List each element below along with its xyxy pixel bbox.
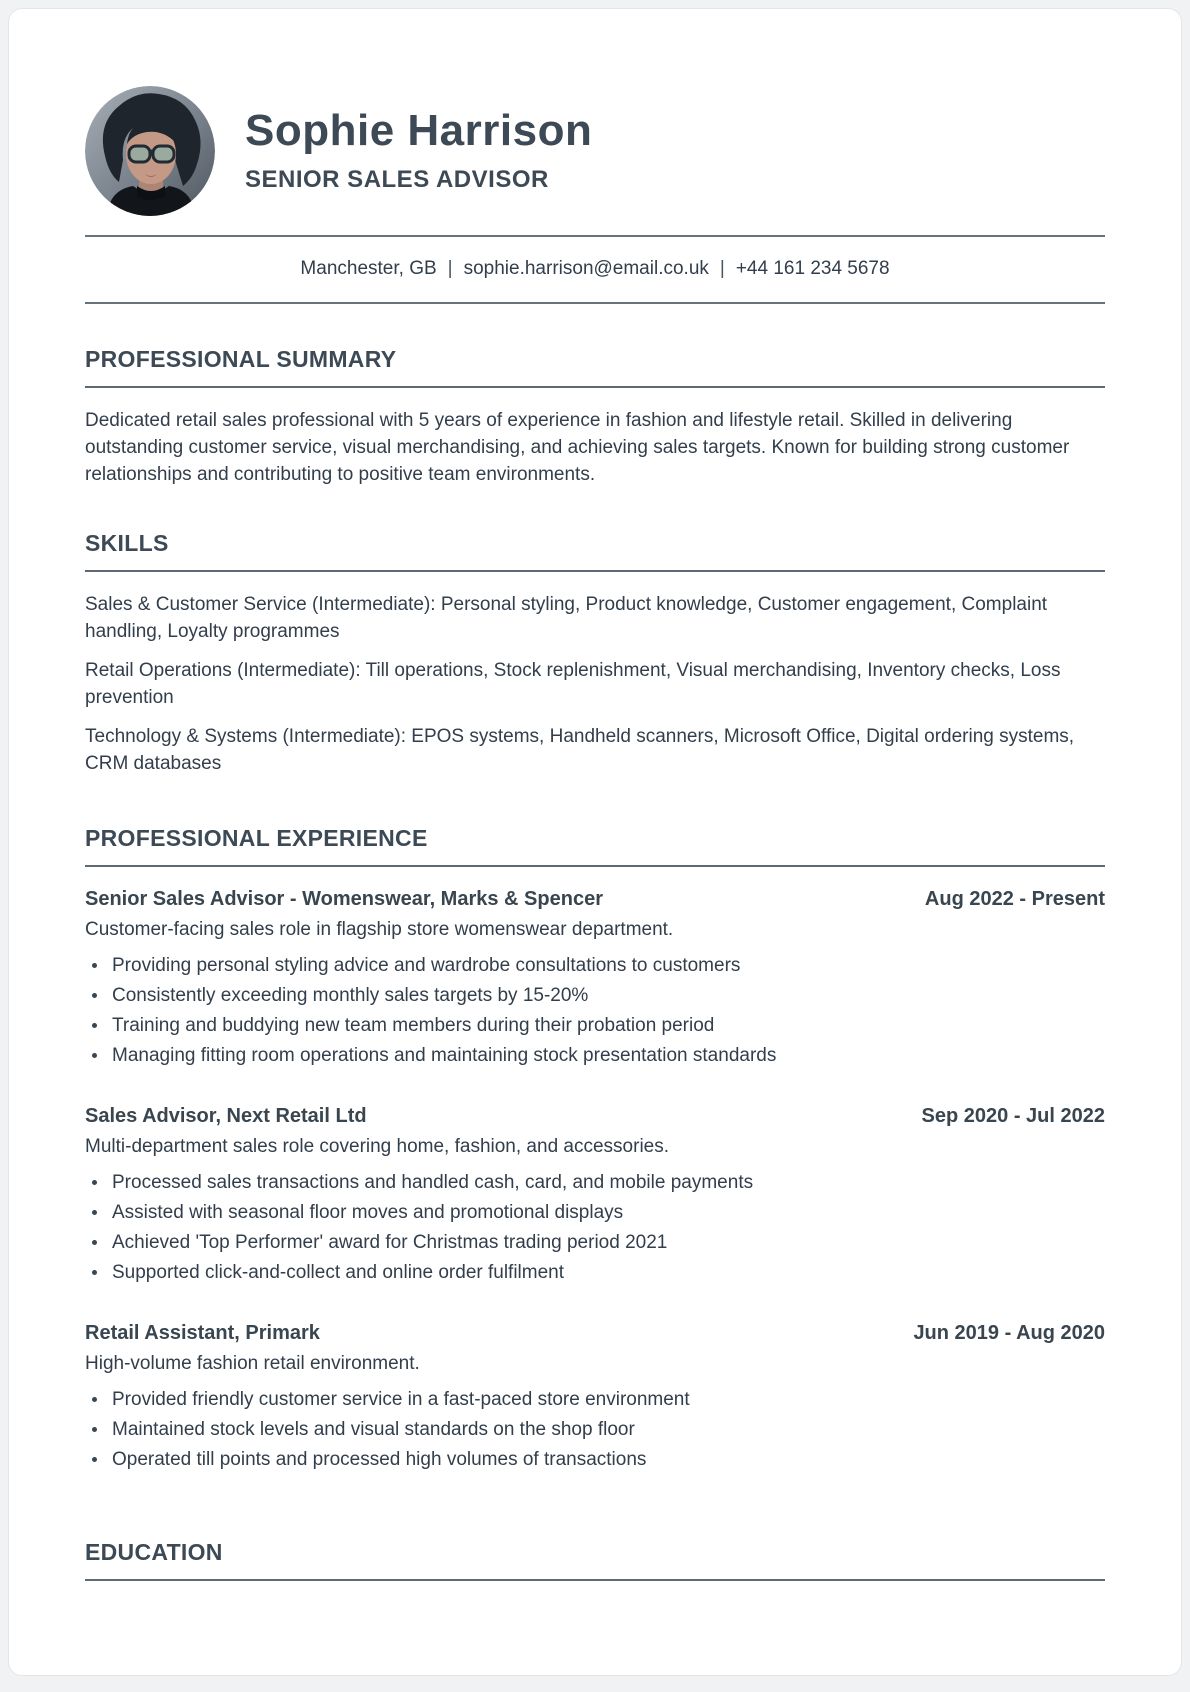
skill-group: Retail Operations (Intermediate): Till operations, Stock replenishment, Visual merchandising, Inventory checks, Loss prevention <box>85 660 1061 708</box>
job-description: High-volume fashion retail environment. <box>85 1353 420 1374</box>
experience-entry <box>85 1322 1105 1475</box>
summary-text: Dedicated retail sales professional with 5 years of experience in fashion and lifestyle retail. Skilled in delivering outstanding customer service, visual merchandising, and achieving sales targets. Known for building strong customer relationships and contributing to positive team environments. <box>85 410 1070 485</box>
profile-photo <box>85 86 215 216</box>
skill-group: Sales & Customer Service (Intermediate): Personal styling, Product knowledge, Customer engagement, Complaint handling, Loyalty programmes <box>85 594 1048 642</box>
job-description: Multi-department sales role covering home, fashion, and accessories. <box>85 1136 670 1157</box>
job-description: Customer-facing sales role in flagship store womenswear department. <box>85 919 674 940</box>
job-header <box>85 1105 1105 1128</box>
contact-phone: +44 161 234 5678 <box>735 258 890 279</box>
cv-header <box>85 86 1105 216</box>
candidate-job-title: SENIOR SALES ADVISOR <box>245 166 549 193</box>
job-bullet: Consistently exceeding monthly sales targets by 15-20% <box>85 981 1105 1011</box>
experience-entry <box>85 1105 1105 1288</box>
job-bullet-list <box>85 951 1105 1071</box>
skill-group: Technology & Systems (Intermediate): EPOS systems, Handheld scanners, Microsoft Office, Digital ordering systems, CRM databases <box>85 726 1075 774</box>
job-header <box>85 888 1105 911</box>
job-bullet-list <box>85 1385 1105 1475</box>
profile-photo-illustration <box>85 86 215 216</box>
job-bullet: Achieved 'Top Performer' award for Christmas trading period 2021 <box>85 1228 1105 1258</box>
job-title: Sales Advisor, Next Retail Ltd <box>85 1105 367 1127</box>
contact-email: sophie.harrison@email.co.uk <box>463 258 709 279</box>
contact-divider <box>85 302 1105 304</box>
section-heading-experience: PROFESSIONAL EXPERIENCE <box>85 825 1105 867</box>
job-header <box>85 1322 1105 1345</box>
section-heading-skills: SKILLS <box>85 530 1105 572</box>
job-bullet: Providing personal styling advice and wardrobe consultations to customers <box>85 951 1105 981</box>
job-title: Retail Assistant, Primark <box>85 1322 320 1344</box>
experience-entry <box>85 888 1105 1071</box>
job-bullet-list <box>85 1168 1105 1288</box>
contact-line <box>85 237 1105 302</box>
header-text-block <box>245 108 592 194</box>
contact-location: Manchester, GB <box>300 258 437 279</box>
candidate-name: Sophie Harrison <box>245 106 593 155</box>
job-bullet: Provided friendly customer service in a fast-paced store environment <box>85 1385 1105 1415</box>
contact-separator: | <box>447 258 453 279</box>
section-heading-education: EDUCATION <box>85 1539 1105 1581</box>
job-dates: Aug 2022 - Present <box>924 888 1105 910</box>
section-heading-summary: PROFESSIONAL SUMMARY <box>85 346 1105 388</box>
cv-page <box>8 8 1182 1676</box>
job-bullet: Managing fitting room operations and maintaining stock presentation standards <box>85 1041 1105 1071</box>
job-bullet: Supported click-and-collect and online order fulfilment <box>85 1258 1105 1288</box>
job-bullet: Processed sales transactions and handled cash, card, and mobile payments <box>85 1168 1105 1198</box>
job-dates: Sep 2020 - Jul 2022 <box>921 1105 1105 1127</box>
job-bullet: Maintained stock levels and visual standards on the shop floor <box>85 1415 1105 1445</box>
contact-separator: | <box>719 258 725 279</box>
job-bullet: Assisted with seasonal floor moves and promotional displays <box>85 1198 1105 1228</box>
job-bullet: Training and buddying new team members during their probation period <box>85 1011 1105 1041</box>
job-title: Senior Sales Advisor - Womenswear, Marks & Spencer <box>85 888 603 910</box>
job-dates: Jun 2019 - Aug 2020 <box>913 1322 1105 1344</box>
job-bullet: Operated till points and processed high volumes of transactions <box>85 1445 1105 1475</box>
